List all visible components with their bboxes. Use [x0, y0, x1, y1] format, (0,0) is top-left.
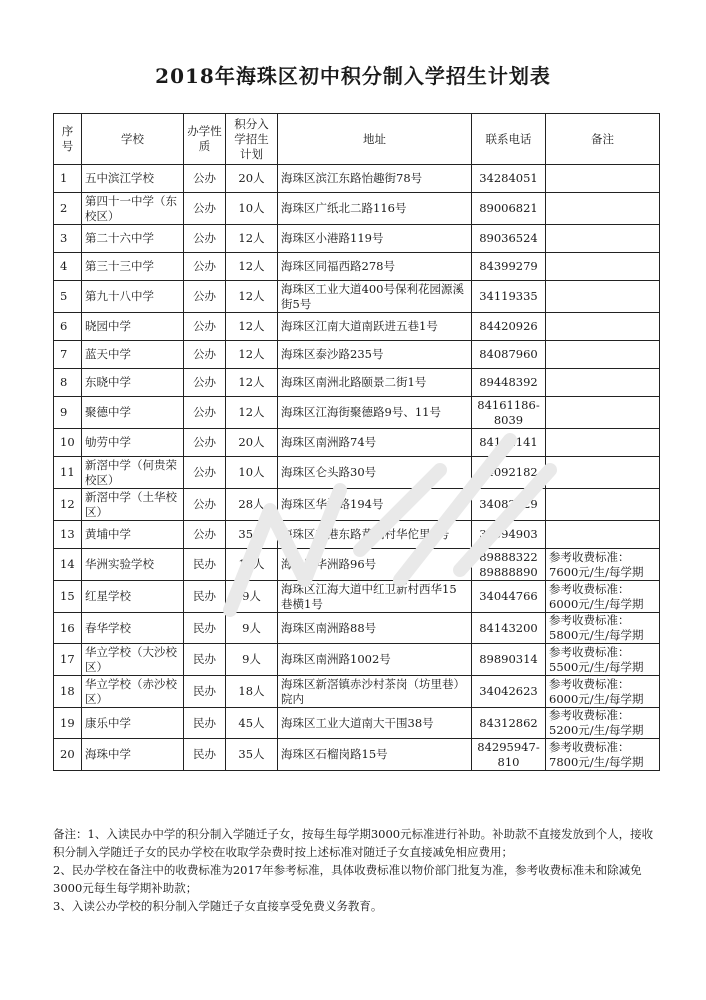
cell-type: 民办 — [184, 676, 226, 708]
cell-address: 海珠区工业大道南大干围38号 — [278, 708, 472, 739]
cell-address: 海珠区广纸北二路116号 — [278, 193, 472, 225]
cell-school: 第二十六中学 — [82, 225, 184, 253]
cell-quota: 20人 — [226, 165, 278, 193]
cell-seq: 19 — [54, 708, 82, 739]
cell-remark: 参考收费标准：6000元/生/每学期 — [546, 581, 660, 613]
cell-address: 海珠区工业大道400号保利花园源溪街5号 — [278, 281, 472, 313]
cell-address: 海珠区新港东路黄埔村华佗里6号 — [278, 521, 472, 549]
header-address: 地址 — [278, 114, 472, 165]
cell-seq: 2 — [54, 193, 82, 225]
cell-school: 劬劳中学 — [82, 429, 184, 457]
cell-remark — [546, 369, 660, 397]
cell-seq: 7 — [54, 341, 82, 369]
cell-type: 公办 — [184, 313, 226, 341]
note-2: 2、民办学校在备注中的收费标准为2017年参考标准，具体收费标准以物价部门批复为准，参考收费标准未和除减免3000元每生每学期补助款； — [53, 863, 642, 895]
cell-type: 公办 — [184, 281, 226, 313]
cell-address: 海珠区仑头路30号 — [278, 457, 472, 489]
table-row — [54, 429, 660, 457]
cell-seq: 9 — [54, 397, 82, 429]
cell-type: 公办 — [184, 165, 226, 193]
cell-type: 公办 — [184, 341, 226, 369]
cell-remark — [546, 341, 660, 369]
cell-school: 蓝天中学 — [82, 341, 184, 369]
cell-school: 华立学校（赤沙校区） — [82, 676, 184, 708]
cell-remark: 参考收费标准：6000元/生/每学期 — [546, 676, 660, 708]
cell-remark — [546, 193, 660, 225]
cell-phone: 34284051 — [472, 165, 546, 193]
cell-address: 海珠区同福西路278号 — [278, 253, 472, 281]
cell-quota: 35人 — [226, 521, 278, 549]
cell-address: 海珠区南洲北路颐景二街1号 — [278, 369, 472, 397]
cell-quota: 28人 — [226, 489, 278, 521]
cell-remark — [546, 521, 660, 549]
cell-quota: 12人 — [226, 397, 278, 429]
table-row — [54, 397, 660, 429]
cell-seq: 3 — [54, 225, 82, 253]
cell-school: 新滘中学（何贵荣校区） — [82, 457, 184, 489]
cell-address: 海珠区南洲路88号 — [278, 613, 472, 644]
cell-quota: 9人 — [226, 581, 278, 613]
cell-type: 公办 — [184, 457, 226, 489]
cell-address: 海珠区江海街聚德路9号、11号 — [278, 397, 472, 429]
cell-school: 华洲实验学校 — [82, 549, 184, 581]
cell-seq: 5 — [54, 281, 82, 313]
cell-address: 海珠区滨江东路怡趣街78号 — [278, 165, 472, 193]
cell-quota: 20人 — [226, 429, 278, 457]
table-row — [54, 457, 660, 489]
cell-phone: 89036524 — [472, 225, 546, 253]
header-school: 学校 — [82, 114, 184, 165]
cell-phone: 84164141 — [472, 429, 546, 457]
cell-quota: 9人 — [226, 613, 278, 644]
cell-type: 民办 — [184, 644, 226, 676]
cell-seq: 10 — [54, 429, 82, 457]
table-row — [54, 708, 660, 739]
cell-remark: 参考收费标准：5500元/生/每学期 — [546, 644, 660, 676]
cell-phone: 84087960 — [472, 341, 546, 369]
cell-phone: 34042623 — [472, 676, 546, 708]
cell-type: 公办 — [184, 369, 226, 397]
enrollment-plan-table — [53, 113, 660, 771]
notes-section — [53, 825, 661, 915]
cell-phone: 34094903 — [472, 521, 546, 549]
cell-type: 民办 — [184, 739, 226, 771]
cell-quota: 12人 — [226, 225, 278, 253]
cell-remark: 参考收费标准：5200元/生/每学期 — [546, 708, 660, 739]
cell-remark — [546, 489, 660, 521]
cell-school: 聚德中学 — [82, 397, 184, 429]
header-type: 办学性质 — [184, 114, 226, 165]
cell-seq: 4 — [54, 253, 82, 281]
note-1: 备注：1、入读民办中学的积分制入学随迁子女，按每生每学期3000元标准进行补助。补助款不直接发放到个人，接收积分制入学随迁子女的民办学校在收取学杂费时按上述标准对随迁子女直接减免相应费用； — [53, 827, 654, 859]
header-quota: 积分入学招生计划 — [226, 114, 278, 165]
table-row — [54, 225, 660, 253]
cell-type: 民办 — [184, 549, 226, 581]
cell-quota: 10人 — [226, 193, 278, 225]
table-row — [54, 369, 660, 397]
cell-seq: 14 — [54, 549, 82, 581]
cell-address: 海珠区江南大道南跃进五巷1号 — [278, 313, 472, 341]
cell-seq: 17 — [54, 644, 82, 676]
cell-school: 华立学校（大沙校区） — [82, 644, 184, 676]
cell-phone: 34082929 — [472, 489, 546, 521]
cell-seq: 13 — [54, 521, 82, 549]
cell-remark — [546, 253, 660, 281]
table-row — [54, 489, 660, 521]
table-row — [54, 281, 660, 313]
cell-quota: 13人 — [226, 549, 278, 581]
cell-remark — [546, 165, 660, 193]
cell-seq: 16 — [54, 613, 82, 644]
cell-phone: 89890314 — [472, 644, 546, 676]
cell-type: 民办 — [184, 613, 226, 644]
cell-seq: 1 — [54, 165, 82, 193]
cell-remark — [546, 397, 660, 429]
cell-school: 五中滨江学校 — [82, 165, 184, 193]
cell-school: 第三十三中学 — [82, 253, 184, 281]
cell-phone: 84399279 — [472, 253, 546, 281]
cell-school: 红星学校 — [82, 581, 184, 613]
cell-type: 公办 — [184, 225, 226, 253]
table-row — [54, 521, 660, 549]
table-row — [54, 739, 660, 771]
cell-quota: 35人 — [226, 739, 278, 771]
cell-address: 海珠区新滘镇赤沙村茶岗（坊里巷）院内 — [278, 676, 472, 708]
cell-address: 海珠区华洲路194号 — [278, 489, 472, 521]
cell-phone: 84420926 — [472, 313, 546, 341]
cell-phone: 34119335 — [472, 281, 546, 313]
cell-quota: 12人 — [226, 313, 278, 341]
cell-school: 新滘中学（土华校区） — [82, 489, 184, 521]
cell-type: 公办 — [184, 253, 226, 281]
cell-phone: 84092182 — [472, 457, 546, 489]
cell-address: 海珠区南洲路74号 — [278, 429, 472, 457]
cell-type: 公办 — [184, 429, 226, 457]
table-row — [54, 165, 660, 193]
cell-address: 海珠区江海大道中红卫新村西华15巷横1号 — [278, 581, 472, 613]
cell-address: 海珠区泰沙路235号 — [278, 341, 472, 369]
table-row — [54, 676, 660, 708]
table-row — [54, 193, 660, 225]
cell-phone: 84161186-8039 — [472, 397, 546, 429]
cell-school: 海珠中学 — [82, 739, 184, 771]
cell-school: 第四十一中学（东校区） — [82, 193, 184, 225]
cell-school: 康乐中学 — [82, 708, 184, 739]
cell-type: 公办 — [184, 521, 226, 549]
cell-school: 东晓中学 — [82, 369, 184, 397]
cell-quota: 12人 — [226, 341, 278, 369]
cell-quota: 45人 — [226, 708, 278, 739]
cell-address: 海珠区南洲路1002号 — [278, 644, 472, 676]
cell-school: 春华学校 — [82, 613, 184, 644]
cell-seq: 12 — [54, 489, 82, 521]
cell-phone: 89888322 89888890 — [472, 549, 546, 581]
table-row — [54, 613, 660, 644]
cell-remark: 参考收费标准：5800元/生/每学期 — [546, 613, 660, 644]
cell-type: 公办 — [184, 489, 226, 521]
page-title: 2018年海珠区初中积分制入学招生计划表 — [155, 64, 551, 88]
cell-type: 公办 — [184, 193, 226, 225]
cell-phone: 34044766 — [472, 581, 546, 613]
cell-seq: 11 — [54, 457, 82, 489]
cell-remark — [546, 457, 660, 489]
cell-type: 公办 — [184, 397, 226, 429]
cell-quota: 12人 — [226, 253, 278, 281]
table-row — [54, 341, 660, 369]
table-header-row — [54, 114, 660, 165]
cell-phone: 84295947-810 — [472, 739, 546, 771]
cell-remark — [546, 225, 660, 253]
cell-school: 晓园中学 — [82, 313, 184, 341]
cell-quota: 10人 — [226, 457, 278, 489]
cell-seq: 20 — [54, 739, 82, 771]
cell-remark — [546, 313, 660, 341]
cell-quota: 12人 — [226, 281, 278, 313]
table-row — [54, 313, 660, 341]
cell-phone: 84312862 — [472, 708, 546, 739]
cell-remark — [546, 429, 660, 457]
cell-phone: 89448392 — [472, 369, 546, 397]
cell-type: 民办 — [184, 581, 226, 613]
cell-quota: 18人 — [226, 676, 278, 708]
cell-remark — [546, 281, 660, 313]
table-row — [54, 253, 660, 281]
cell-school: 第九十八中学 — [82, 281, 184, 313]
cell-remark: 参考收费标准：7600元/生/每学期 — [546, 549, 660, 581]
cell-address: 海珠区华洲路96号 — [278, 549, 472, 581]
table-row — [54, 581, 660, 613]
cell-seq: 15 — [54, 581, 82, 613]
cell-phone: 89006821 — [472, 193, 546, 225]
cell-phone: 84143200 — [472, 613, 546, 644]
cell-seq: 18 — [54, 676, 82, 708]
header-remark: 备注 — [546, 114, 660, 165]
cell-seq: 6 — [54, 313, 82, 341]
cell-school: 黄埔中学 — [82, 521, 184, 549]
note-3: 3、入读公办学校的积分制入学随迁子女直接享受免费义务教育。 — [53, 899, 383, 913]
table-row — [54, 549, 660, 581]
cell-remark: 参考收费标准：7800元/生/每学期 — [546, 739, 660, 771]
header-phone: 联系电话 — [472, 114, 546, 165]
table-row — [54, 644, 660, 676]
cell-address: 海珠区小港路119号 — [278, 225, 472, 253]
header-seq: 序号 — [54, 114, 82, 165]
cell-quota: 9人 — [226, 644, 278, 676]
cell-address: 海珠区石榴岗路15号 — [278, 739, 472, 771]
table-body — [54, 165, 660, 771]
cell-type: 民办 — [184, 708, 226, 739]
cell-seq: 8 — [54, 369, 82, 397]
cell-quota: 12人 — [226, 369, 278, 397]
